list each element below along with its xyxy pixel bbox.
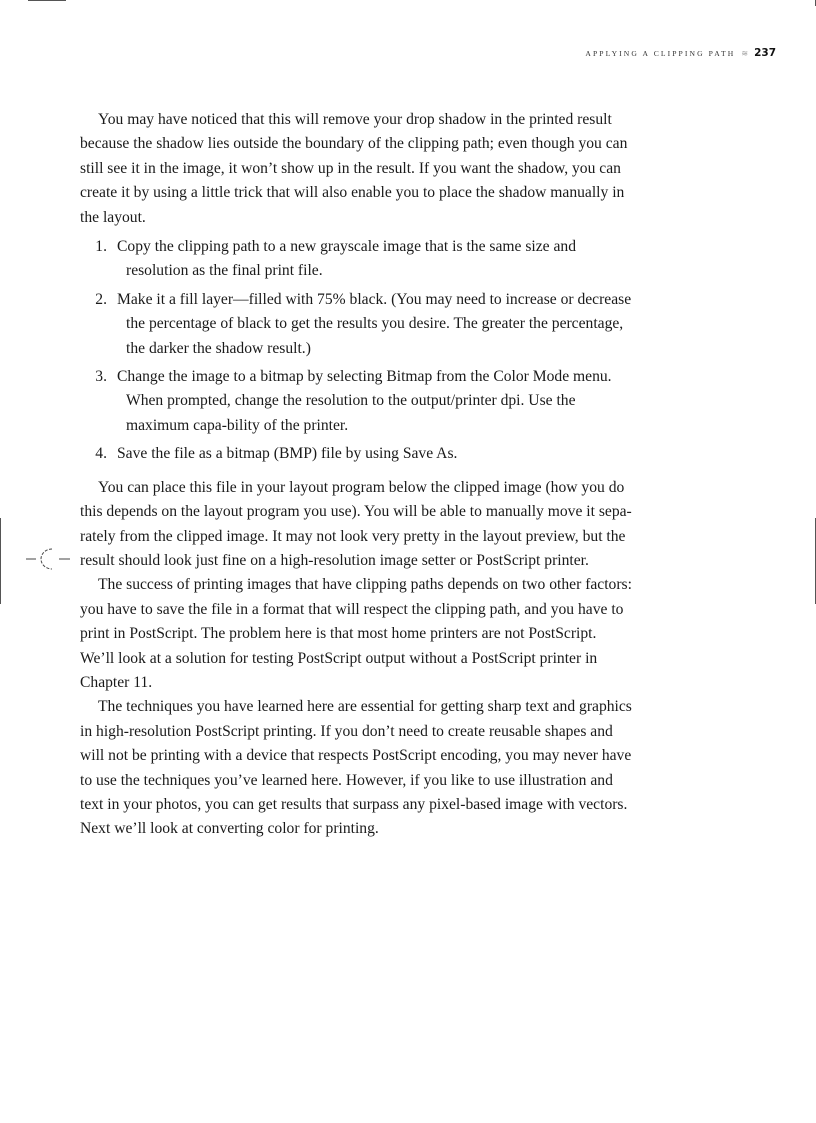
step-number: 1.: [95, 238, 107, 256]
step-text: Make it a fill layer—filled with 75% black. (You may need to increase or decrease the percentage of black to get the results you desire. The greater the percentage, the darker the shadow result.): [117, 290, 632, 357]
section-title: APPLYING A CLIPPING PATH: [585, 49, 736, 58]
step-item: [80, 288, 632, 361]
step-text: Save the file as a bitmap (BMP) file by using Save As.: [117, 445, 458, 463]
step-text: Change the image to a bitmap by selecting Bitmap from the Color Mode menu. When prompted, change the resolution to the output/printer dpi. Use the maximum capa-bility of the printer.: [117, 368, 612, 434]
page-number: 237: [754, 47, 776, 59]
step-item: [80, 365, 632, 438]
steps-list: [80, 235, 632, 467]
body-paragraph: The techniques you have learned here are essential for getting sharp text and graphics in high-resolution PostScript printing. If you don’t need to create reusable shapes and will not be printing with a device that respects PostScript encoding, you may never have to use the techniques you’ve learned here. However, if you like to use illustration and text in your photos, you can get results that surpass any pixel-based image with vectors. Next we’ll look at converting color for printing.: [80, 698, 632, 838]
registration-mark-icon: [26, 546, 70, 572]
intro-paragraph: You may have noticed that this will remove your drop shadow in the printed result because the shadow lies outside the boundary of the clipping path; even though you can still see it in the image, it won’t show up in the result. If you want the shadow, you can create it by using a little trick that will also enable you to place the shadow manually in the layout.: [80, 111, 628, 226]
step-text: Copy the clipping path to a new grayscale image that is the same size and resolution as the final print file.: [117, 238, 577, 280]
step-number: 4.: [95, 445, 107, 463]
step-number: 2.: [95, 290, 107, 308]
step-item: [80, 442, 632, 466]
step-item: [80, 235, 632, 284]
running-head: [585, 47, 776, 63]
body-text: [80, 108, 632, 842]
body-paragraph: You can place this file in your layout program below the clipped image (how you do this depends on the layout program you use). You will be able to manually move it sepa-rately from the clipped image. It may not look very pretty in the layout preview, but the result should look just fine on a high-resolution image setter or PostScript printer.: [80, 478, 632, 569]
registration-line-left: [0, 518, 1, 604]
body-paragraph: The success of printing images that have clipping paths depends on two other factors: you have to save the file in a format that will respect the clipping path, and you have to print in PostScript. The problem here is that most home printers are not PostScript. We’ll look at a solution for testing PostScript output without a PostScript printer in Chapter 11.: [80, 576, 632, 691]
crop-mark-top-left: [28, 0, 66, 1]
step-number: 3.: [95, 368, 107, 386]
separator-glyph: ≋: [741, 49, 749, 58]
